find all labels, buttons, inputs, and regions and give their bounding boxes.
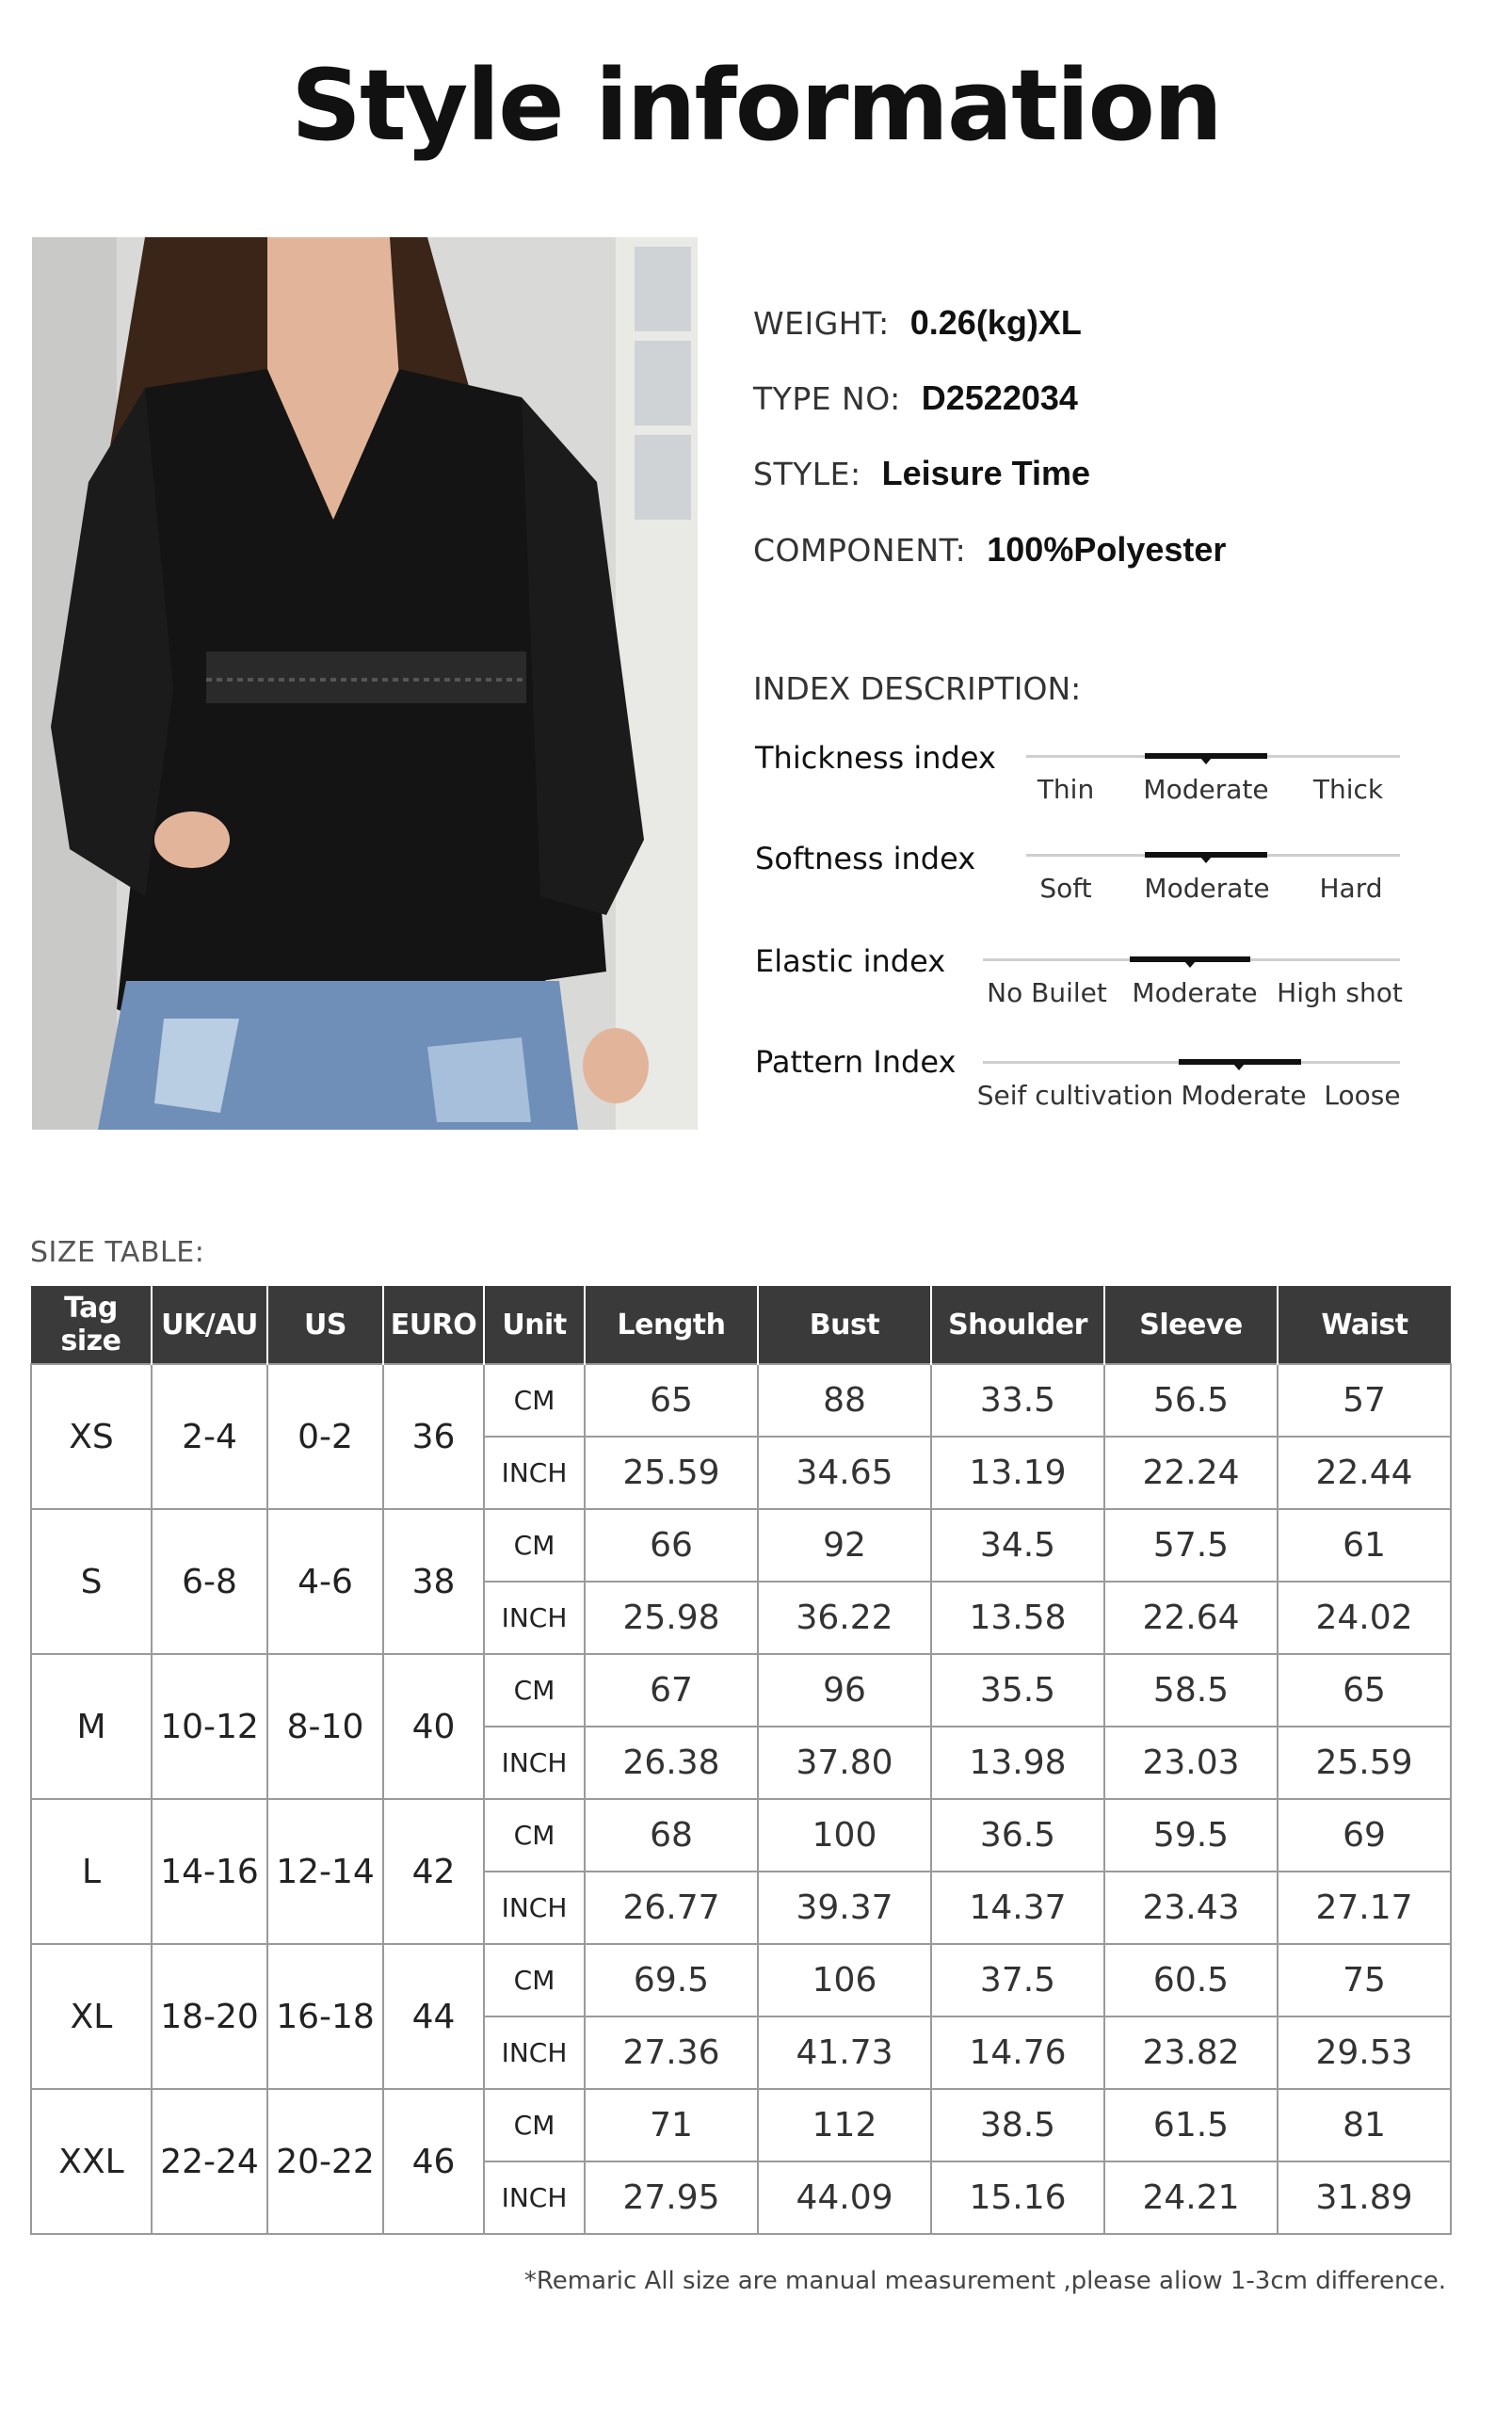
bust-cell: 37.80 [758,1727,931,1799]
size-table-header [31,1286,1451,1364]
euro-cell: 38 [383,1509,484,1654]
waist-cell: 65 [1278,1654,1451,1727]
bust-cell: 112 [758,2089,931,2161]
shoulder-cell: 14.37 [931,1872,1104,1944]
length-cell: 68 [585,1799,758,1872]
sleeve-cell: 24.21 [1104,2161,1278,2234]
shoulder-cell: 37.5 [931,1944,1104,2016]
tag-size-cell: S [31,1509,152,1654]
us-cell: 0-2 [267,1364,383,1509]
waist-cell: 69 [1278,1799,1451,1872]
bust-cell: 92 [758,1509,931,1582]
euro-cell: 36 [383,1364,484,1509]
thickness-index-label: Thickness index [755,740,996,776]
sleeve-cell: 23.03 [1104,1727,1278,1799]
waist-cell: 81 [1278,2089,1451,2161]
bust-cell: 34.65 [758,1437,931,1509]
component-label: COMPONENT: [753,532,967,569]
header-uk-au: UK/AU [152,1286,267,1364]
euro-cell: 46 [383,2089,484,2234]
bust-cell: 39.37 [758,1872,931,1944]
unit-cell: INCH [484,1727,585,1799]
sleeve-cell: 57.5 [1104,1509,1278,1582]
unit-cell: INCH [484,2161,585,2234]
table-row [31,1799,1451,1872]
us-cell: 16-18 [267,1944,383,2089]
sleeve-cell: 59.5 [1104,1799,1278,1872]
waist-cell: 25.59 [1278,1727,1451,1799]
type-no-label: TYPE NO: [753,380,901,417]
header-shoulder: Shoulder [931,1286,1104,1364]
elastic-option-high-shot: High shot [1277,977,1403,1008]
info-style [753,454,1090,493]
header-length: Length [585,1286,758,1364]
unit-cell: INCH [484,1582,585,1654]
tag-size-cell: XS [31,1364,152,1509]
tag-size-cell: M [31,1654,152,1799]
header-euro: EURO [383,1286,484,1364]
page-title: Style information [291,48,1221,163]
waist-cell: 27.17 [1278,1872,1451,1944]
bust-cell: 88 [758,1364,931,1437]
sleeve-cell: 22.64 [1104,1582,1278,1654]
us-cell: 12-14 [267,1799,383,1944]
euro-cell: 40 [383,1654,484,1799]
elastic-index-label: Elastic index [755,943,946,979]
uk-au-cell: 10-12 [152,1654,267,1799]
us-cell: 20-22 [267,2089,383,2234]
length-cell: 71 [585,2089,758,2161]
product-photo-illustration [32,237,698,1130]
length-cell: 27.36 [585,2016,758,2089]
tag-size-cell: XL [31,1944,152,2089]
pattern-option-seif-cultivation: Seif cultivation [976,1080,1174,1111]
shoulder-cell: 33.5 [931,1364,1104,1437]
table-row [31,2089,1451,2161]
table-row [31,1654,1451,1727]
euro-cell: 42 [383,1799,484,1944]
table-row [31,1509,1451,1582]
length-cell: 25.98 [585,1582,758,1654]
unit-cell: INCH [484,1872,585,1944]
pattern-index-label: Pattern Index [755,1044,957,1080]
thickness-option-thin: Thin [1037,774,1095,805]
info-weight [753,303,1082,343]
unit-cell: CM [484,2089,585,2161]
sleeve-cell: 23.82 [1104,2016,1278,2089]
index-description-heading: INDEX DESCRIPTION: [753,670,1082,707]
bust-cell: 100 [758,1799,931,1872]
length-cell: 26.38 [585,1727,758,1799]
sleeve-cell: 58.5 [1104,1654,1278,1727]
elastic-option-no-builet: No Builet [987,977,1107,1008]
pattern-option-loose: Loose [1324,1080,1401,1111]
style-label: STYLE: [753,456,861,492]
shoulder-cell: 35.5 [931,1654,1104,1727]
size-table-label: SIZE TABLE: [30,1236,205,1269]
unit-cell: INCH [484,1437,585,1509]
sleeve-cell: 61.5 [1104,2089,1278,2161]
length-cell: 26.77 [585,1872,758,1944]
shoulder-cell: 34.5 [931,1509,1104,1582]
uk-au-cell: 14-16 [152,1799,267,1944]
euro-cell: 44 [383,1944,484,2089]
waist-cell: 31.89 [1278,2161,1451,2234]
softness-option-moderate: Moderate [1144,873,1270,904]
sleeve-cell: 22.24 [1104,1437,1278,1509]
waist-cell: 29.53 [1278,2016,1451,2089]
uk-au-cell: 6-8 [152,1509,267,1654]
footnote: *Remaric All size are manual measurement ,please aliow 1-3cm difference. [523,2267,1446,2295]
waist-cell: 24.02 [1278,1582,1451,1654]
header-tag-size: Tag size [31,1286,152,1364]
pattern-option-moderate: Moderate [1181,1080,1307,1111]
waist-cell: 22.44 [1278,1437,1451,1509]
size-table [30,1286,1452,2235]
product-photo [32,237,698,1130]
us-cell: 4-6 [267,1509,383,1654]
info-component [753,530,1226,570]
header-waist: Waist [1278,1286,1451,1364]
bust-cell: 41.73 [758,2016,931,2089]
info-type-no [753,378,1078,418]
header-sleeve: Sleeve [1104,1286,1278,1364]
type-no-value: D2522034 [921,378,1078,417]
length-cell: 27.95 [585,2161,758,2234]
table-row [31,1944,1451,2016]
shoulder-cell: 36.5 [931,1799,1104,1872]
softness-option-hard: Hard [1319,873,1383,904]
softness-option-soft: Soft [1039,873,1092,904]
uk-au-cell: 22-24 [152,2089,267,2234]
bust-cell: 96 [758,1654,931,1727]
header-bust: Bust [758,1286,931,1364]
us-cell: 8-10 [267,1654,383,1799]
length-cell: 65 [585,1364,758,1437]
header-us: US [267,1286,383,1364]
header-unit: Unit [484,1286,585,1364]
length-cell: 69.5 [585,1944,758,2016]
unit-cell: CM [484,1799,585,1872]
sleeve-cell: 23.43 [1104,1872,1278,1944]
sleeve-cell: 60.5 [1104,1944,1278,2016]
table-row [31,1364,1451,1437]
weight-value: 0.26(kg)XL [909,303,1082,342]
unit-cell: CM [484,1509,585,1582]
elastic-option-moderate: Moderate [1132,977,1258,1008]
weight-label: WEIGHT: [753,305,890,342]
shoulder-cell: 13.98 [931,1727,1104,1799]
thickness-option-thick: Thick [1312,774,1384,805]
waist-cell: 57 [1278,1364,1451,1437]
sleeve-cell: 56.5 [1104,1364,1278,1437]
tag-size-cell: L [31,1799,152,1944]
waist-cell: 75 [1278,1944,1451,2016]
shoulder-cell: 14.76 [931,2016,1104,2089]
bust-cell: 44.09 [758,2161,931,2234]
style-value: Leisure Time [881,454,1091,492]
waist-cell: 61 [1278,1509,1451,1582]
unit-cell: CM [484,1654,585,1727]
bust-cell: 106 [758,1944,931,2016]
unit-cell: INCH [484,2016,585,2089]
length-cell: 25.59 [585,1437,758,1509]
tag-size-cell: XXL [31,2089,152,2234]
thickness-option-moderate: Moderate [1143,774,1269,805]
shoulder-cell: 13.58 [931,1582,1104,1654]
shoulder-cell: 15.16 [931,2161,1104,2234]
unit-cell: CM [484,1364,585,1437]
shoulder-cell: 38.5 [931,2089,1104,2161]
shoulder-cell: 13.19 [931,1437,1104,1509]
unit-cell: CM [484,1944,585,2016]
component-value: 100%Polyester [987,530,1227,569]
bust-cell: 36.22 [758,1582,931,1654]
length-cell: 67 [585,1654,758,1727]
uk-au-cell: 18-20 [152,1944,267,2089]
softness-index-label: Softness index [755,841,976,876]
uk-au-cell: 2-4 [152,1364,267,1509]
length-cell: 66 [585,1509,758,1582]
